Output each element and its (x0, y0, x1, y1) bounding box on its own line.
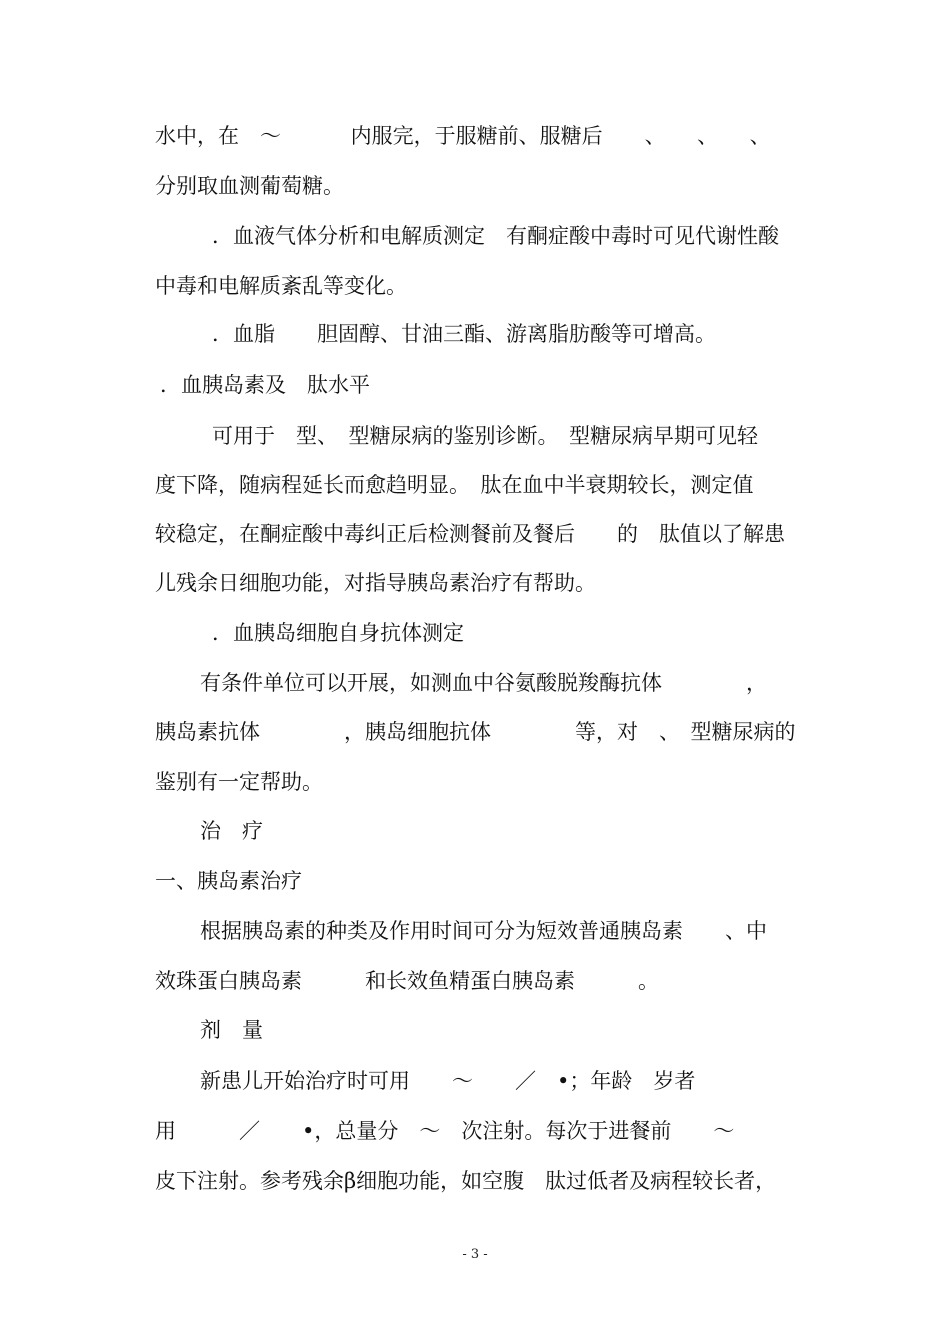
text-line: 儿残余日细胞功能，对指导胰岛素治疗有帮助。 (155, 571, 596, 595)
text-line: 皮下注射。参考残余β细胞功能，如空腹 肽过低者及病程较长者， (155, 1169, 777, 1193)
text-line: 鉴别有一定帮助。 (155, 770, 323, 794)
section-heading: ．血胰岛细胞自身抗体测定 (212, 621, 464, 645)
text-line: 有条件单位可以开展，如测血中谷氨酸脱羧酶抗体 ， (200, 671, 767, 695)
text-line: 较稳定，在酮症酸中毒纠正后检测餐前及餐后 的 肽值以了解患 (155, 522, 785, 546)
page-number: - 3 - (462, 1247, 488, 1262)
text-line: 水中，在 ～ 内服完，于服糖前、服糖后 、 、 、 (155, 124, 771, 148)
section-heading: 剂 量 (200, 1018, 263, 1042)
text-line: 根据胰岛素的种类及作用时间可分为短效普通胰岛素 、中 (200, 919, 767, 943)
section-heading: 一、胰岛素治疗 (155, 869, 302, 893)
text-line: 用 ／ •，总量分 ～ 次注射。每次于进餐前 ～ (155, 1119, 735, 1143)
text-line: 新患儿开始治疗时可用 ～ ／ •；年龄 岁者 (200, 1069, 696, 1093)
text-line: 可用于 型、 型糖尿病的鉴别诊断。 型糖尿病早期可见轻 (212, 424, 758, 448)
chapter-heading: 治 疗 (200, 819, 263, 843)
text-line: 度下降，随病程延长而愈趋明显。 肽在血中半衰期较长，测定值 (155, 473, 754, 497)
text-line: ．血脂 胆固醇、甘油三酯、游离脂肪酸等可增高。 (212, 322, 716, 346)
text-line: ．血液气体分析和电解质测定 有酮症酸中毒时可见代谢性酸 (212, 224, 779, 248)
section-heading: ．血胰岛素及 肽水平 (160, 373, 370, 397)
text-line: 中毒和电解质紊乱等变化。 (155, 274, 407, 298)
text-line: 胰岛素抗体 ，胰岛细胞抗体 等，对 、 型糖尿病的 (155, 720, 796, 744)
text-line: 效珠蛋白胰岛素 和长效鱼精蛋白胰岛素 。 (155, 969, 659, 993)
text-line: 分别取血测葡萄糖。 (155, 174, 344, 198)
